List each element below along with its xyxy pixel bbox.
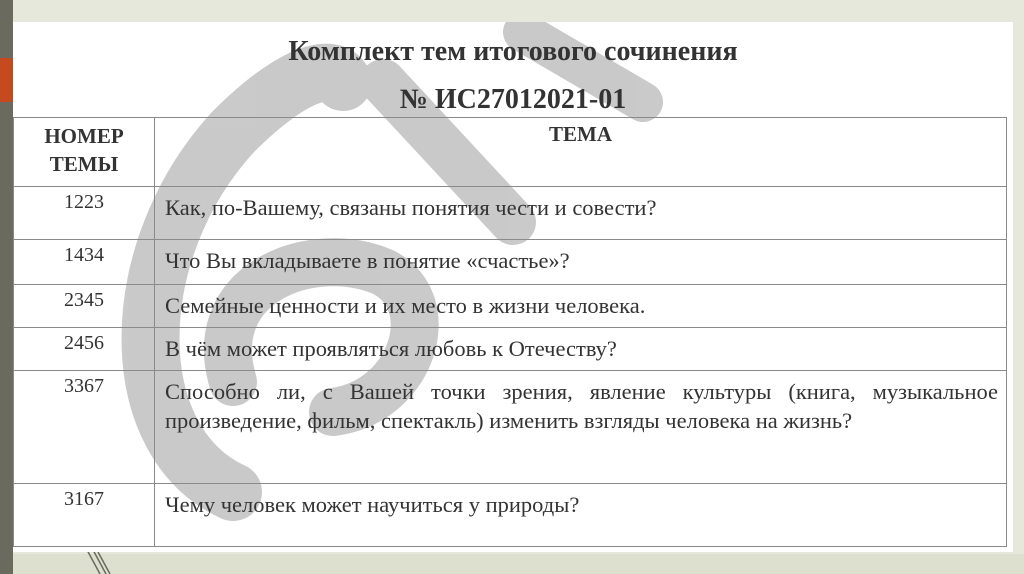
topic-number: 1434	[14, 240, 155, 285]
topic-number: 2345	[14, 285, 155, 328]
document-sheet	[13, 22, 1013, 552]
table-row	[14, 484, 1007, 547]
topic-text: Чему человек может научиться у природы?	[155, 484, 1007, 547]
header-number: НОМЕР ТЕМЫ	[14, 118, 155, 187]
topic-number: 2456	[14, 328, 155, 371]
topic-number: 3367	[14, 371, 155, 484]
table-row	[14, 240, 1007, 285]
topics-table	[13, 117, 1007, 547]
topic-number: 3167	[14, 484, 155, 547]
topic-text: Способно ли, с Вашей точки зрения, явление культуры (книга, музыкальное произведение, фильм, спектакль) изменить взгляды человека на жизнь?	[155, 371, 1007, 484]
header-theme: ТЕМА	[155, 118, 1007, 187]
table-header-row	[14, 118, 1007, 187]
document-title: Комплект тем итогового сочинения	[288, 36, 738, 67]
slide-bottom-strip	[13, 554, 1024, 574]
topic-text: Как, по-Вашему, связаны понятия чести и совести?	[155, 187, 1007, 240]
topic-number: 1223	[14, 187, 155, 240]
topic-text: В чём может проявляться любовь к Отечеству?	[155, 328, 1007, 371]
slide-accent-mark	[0, 58, 13, 102]
document-number: № ИС27012021-01	[399, 84, 627, 115]
table-row	[14, 371, 1007, 484]
topic-text: Семейные ценности и их место в жизни человека.	[155, 285, 1007, 328]
topic-text: Что Вы вкладываете в понятие «счастье»?	[155, 240, 1007, 285]
table-row	[14, 285, 1007, 328]
table-row	[14, 187, 1007, 240]
table-row	[14, 328, 1007, 371]
